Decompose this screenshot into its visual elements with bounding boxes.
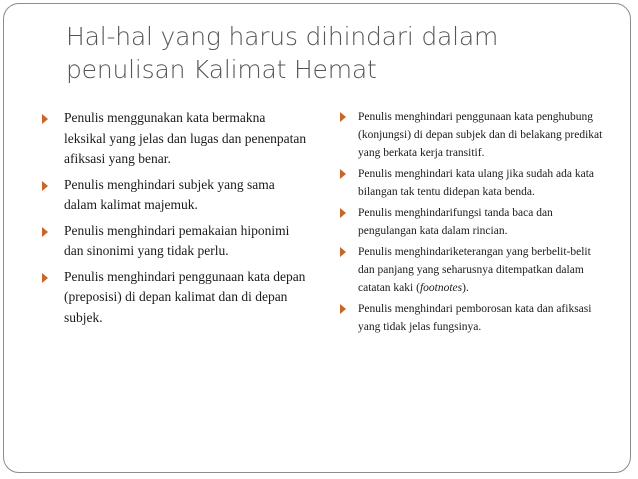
list-item-text: Penulis menghindari pemborosan kata dan afiksasi yang tidak jelas fungsinya. [358,303,592,333]
triangle-bullet-icon [42,114,48,124]
list-item [340,243,605,297]
list-item [340,204,605,240]
slide-title [66,20,606,86]
list-item [40,175,310,216]
list-item-text: Penulis menghindari subjek yang sama dalam kalimat majemuk. [64,176,275,212]
list-item [40,221,310,262]
triangle-bullet-icon [42,273,48,283]
list-item-text-italic: footnotes [419,282,463,294]
list-item-text: Penulis menghindari pemakaian hiponimi dan sinonimi yang tidak perlu. [64,222,290,258]
list-item-text-end: ). [462,282,469,294]
triangle-bullet-icon [340,169,346,179]
triangle-bullet-icon [340,304,346,314]
list-item-text [358,246,591,294]
list-item [340,165,605,201]
right-bullet-list [340,108,605,339]
list-item-text: Penulis menghindari penggunaan kata penghubung (konjungsi) di depan subjek dan di belakang predikat yang berkata kerja transitif. [358,111,603,159]
slide-title-line-1: Hal-hal yang harus dihindari dalam [66,22,499,51]
triangle-bullet-icon [340,112,346,122]
left-bullet-list [40,108,310,333]
triangle-bullet-icon [340,247,346,257]
list-item-text-start: Penulis menghindariketerangan yang berbelit-belit dan panjang yang seharusnya ditempatkan dalam catatan kaki ( [358,246,591,294]
list-item-text: Penulis menghindarifungsi tanda baca dan pengulangan kata dalam rincian. [358,207,553,237]
triangle-bullet-icon [42,227,48,237]
slide-title-line-2: penulisan Kalimat Hemat [66,55,377,84]
list-item-text: Penulis menggunakan kata bermakna leksikal yang jelas dan lugas dan penenpatan afiksasi yang benar. [64,110,307,166]
list-item [340,108,605,162]
triangle-bullet-icon [340,208,346,218]
list-item [40,108,310,170]
list-item-text: Penulis menghindari penggunaan kata depan (preposisi) di depan kalimat dan di depan subjek. [64,268,306,325]
list-item-text: Penulis menghindari kata ulang jika sudah ada kata bilangan tak tentu didepan kata benda. [358,168,595,198]
list-item [340,300,605,336]
triangle-bullet-icon [42,181,48,191]
list-item [40,267,310,329]
